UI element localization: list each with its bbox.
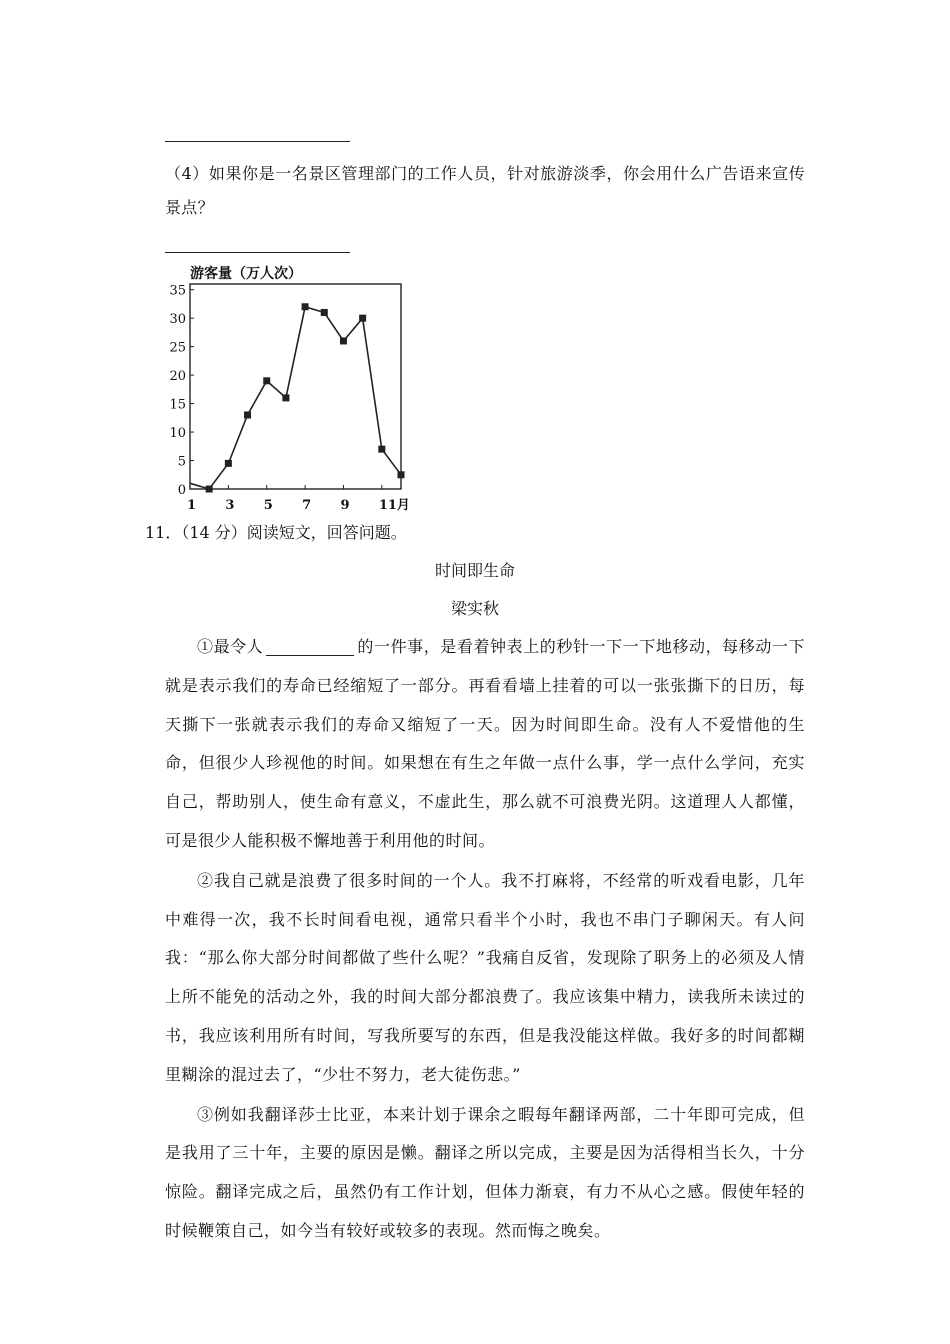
chart-y-axis-label: 游客量（万人次） (190, 266, 302, 282)
paragraph-1 (165, 628, 805, 861)
chart-series-line (190, 307, 401, 489)
paragraph-1-start: ①最令人 (197, 637, 264, 656)
paragraph-1-rest: 的一件事，是看着钟表上的秒针一下一下地移动，每移动一下就是表示我们的寿命已经缩短了一部分。再看看墙上挂着的可以一张张撕下的日历，每天撕下一张就表示我们的寿命又缩短了一天。因为时间即生命。没有人不爱惜他的生命，但很少人珍视他的时间。如果想在有生之年做一点什么事，学一点什么学问，充实自己，帮助别人，使生命有意义，不虚此生，那么就不可浪费光阴。这道理人人都懂，可是很少人能积极不懈地善于利用他的时间。 (165, 637, 805, 850)
chart-x-tick-label: 3 (225, 498, 235, 513)
chart-data-point (282, 394, 289, 401)
chart-data-point (302, 303, 309, 310)
chart-x-tick-label: 5 (263, 498, 273, 513)
chart-y-tick-label: 35 (169, 283, 186, 299)
paragraph-2: ②我自己就是浪费了很多时间的一个人。我不打麻将，不经常的听戏看电影，几年中难得一次，我不长时间看电视，通常只看半个小时，我也不串门子聊闲天。有人问我：“那么你大部分时间都做了些什么呢？”我痛自反省，发现除了职务上的必须及人情上所不能免的活动之外，我的时间大部分都浪费了。我应该集中精力，读我所未读过的书，我应该利用所有时间，写我所要写的东西，但是我没能这样做。我好多的时间都糊里糊涂的混过去了，“少壮不努力，老大徒伤悲。” (165, 870, 805, 1084)
tourist-volume-chart (168, 262, 413, 517)
answer-line-q4[interactable] (165, 252, 350, 253)
chart-x-tick-label: 1 (187, 498, 197, 513)
chart-y-tick-label: 30 (169, 312, 186, 328)
chart-data-point (378, 446, 385, 453)
chart-y-tick-label: 5 (177, 454, 186, 470)
chart-y-tick-label: 25 (169, 340, 186, 356)
chart-data-point (340, 337, 347, 344)
chart-data-point (263, 377, 270, 384)
chart-y-tick-label: 20 (169, 369, 186, 385)
chart-data-point (321, 309, 328, 316)
chart-data-point (359, 315, 366, 322)
paragraph-3: ③例如我翻译莎士比亚，本来计划于课余之暇每年翻译两部，二十年即可完成，但是我用了三十年，主要的原因是懒。翻译之所以完成，主要是因为活得相当长久，十分惊险。翻译完成之后，虽然仍有工作计划，但体力渐衰，有力不从心之感。假使年轻的时候鞭策自己，如今当有较好或较多的表现。然而悔之晚矣。 (165, 1104, 805, 1240)
chart-y-tick-label: 10 (169, 426, 186, 442)
chart-plot-frame (190, 284, 401, 489)
chart-x-tick-label: 11月 (378, 498, 410, 513)
chart-data-point (206, 486, 213, 493)
answer-line-q3[interactable] (165, 141, 350, 142)
chart-svg (168, 262, 413, 517)
chart-x-tick-label: 9 (340, 498, 350, 513)
fill-in-blank[interactable] (266, 637, 354, 656)
chart-x-tick-label: 7 (302, 498, 312, 513)
chart-data-point (398, 471, 405, 478)
question-11-header: 11．（14 分）阅读短文，回答问题。 (145, 523, 407, 542)
chart-data-point (244, 411, 251, 418)
chart-data-point (225, 460, 232, 467)
question-4-text: （4）如果你是一名景区管理部门的工作人员，针对旅游淡季，你会用什么广告语来宣传景点？ (165, 164, 805, 217)
article-body (165, 628, 805, 1251)
article-title: 时间即生命 (434, 561, 515, 580)
article-author: 梁实秋 (450, 599, 499, 618)
chart-y-tick-label: 0 (177, 483, 186, 498)
chart-y-tick-label: 15 (169, 397, 186, 413)
